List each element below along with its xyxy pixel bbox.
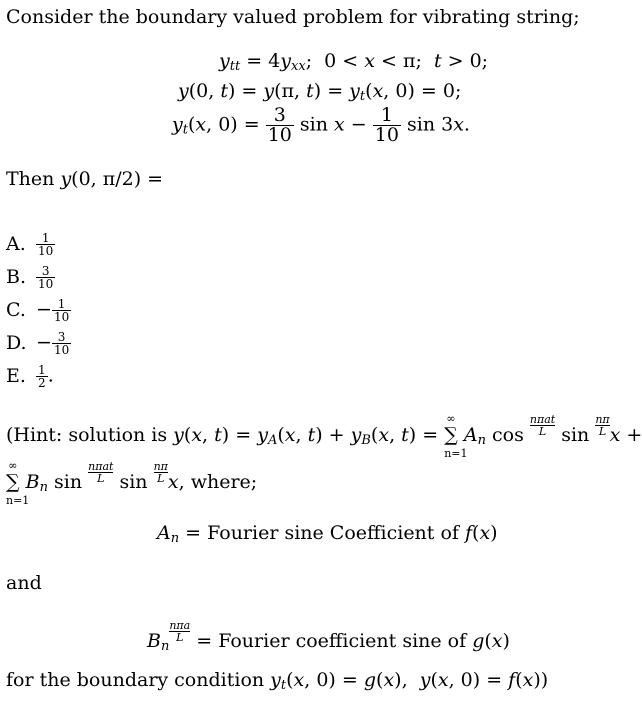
option-fraction: $\frac{1}{10}$ — [38, 231, 54, 258]
option-b[interactable] — [6, 265, 55, 290]
option-letter: A. — [6, 232, 26, 255]
option-letter: E. — [6, 364, 26, 387]
equation-boundary: y(0, t) = y(π, $t) = y_t(x$, 0) = 0; — [178, 80, 462, 104]
option-e[interactable]: E. $\frac{1}{2}$ . — [6, 363, 54, 390]
option-d[interactable] — [6, 331, 71, 356]
footer-condition: for the boundary condition $y_t(x$, 0) = g(x), y(x, 0) = f(x)) — [6, 669, 549, 693]
option-c[interactable] — [6, 298, 71, 323]
summation-symbol: ∞ ∑ n=1 — [444, 412, 468, 460]
summation-symbol: ∞ ∑ n=1 — [6, 459, 30, 507]
fraction-npi-L: $\frac{n\pi}{L}$ — [153, 460, 168, 485]
option-fraction: $\frac{3}{10}$ — [53, 330, 70, 357]
question-text: Then y(0, π/2) = — [6, 168, 164, 190]
option-fraction: $\frac{3}{10}$ — [38, 264, 54, 291]
fraction-npiat-L: $\frac{\text{nπat}}{L}$ — [88, 460, 114, 485]
option-letter: D. — [6, 331, 27, 354]
fraction-3-10: $\frac{3}{10}$ — [267, 104, 292, 146]
fraction-npia-L: $\frac{\text{nπa}}{L}$ — [169, 619, 191, 644]
option-a[interactable] — [6, 232, 55, 257]
option-letter: B. — [6, 265, 27, 288]
equation-initial-velocity: $y_t(x$, 0) = $\frac{3}{10}$ sin x − $\frac{1}{10}$ sin 3x. — [172, 104, 470, 146]
fraction-npiat-L: $\frac{\text{nπat}}{L}$ — [529, 413, 556, 438]
option-fraction: $\frac{1}{2}$ — [38, 363, 46, 390]
fraction-1-10: $\frac{1}{10}$ — [374, 104, 399, 146]
and-text: and — [6, 572, 42, 594]
option-sign: − — [36, 331, 52, 354]
hint-line-2: ∞ ∑ n=1 $B_n$ sin $\frac{\text{nπat}}{L}$ sin $\frac{n\pi}{L}$ x, where; — [6, 459, 258, 507]
fraction-npi-L: $\frac{n\pi}{L}$ — [595, 413, 610, 438]
option-fraction: $\frac{1}{10}$ — [53, 297, 70, 324]
intro-text: Consider the boundary valued problem for vibrating string; — [6, 6, 580, 28]
bn-definition: $B_n$ $\frac{\text{nπa}}{L}$ = Fourier coefficient sine of g(x) — [147, 619, 510, 654]
option-letter: C. — [6, 298, 26, 321]
option-sign: − — [36, 298, 52, 321]
equation-wave: $y_{tt} = 4y_{xx}$; 0 < x < π; t > 0; — [219, 50, 489, 74]
hint-line-1: (Hint: solution is y(x, $t) = y_A(x$, $t) + y_B(x$, t) = ∞ ∑ n=1 $A_n$ cos $\frac{\text{nπat}}{L}$ sin $\frac{n\pi}{L}$ x + — [6, 412, 642, 460]
an-definition: $A_n$ = Fourier sine Coefficient of f(x) — [157, 522, 498, 546]
